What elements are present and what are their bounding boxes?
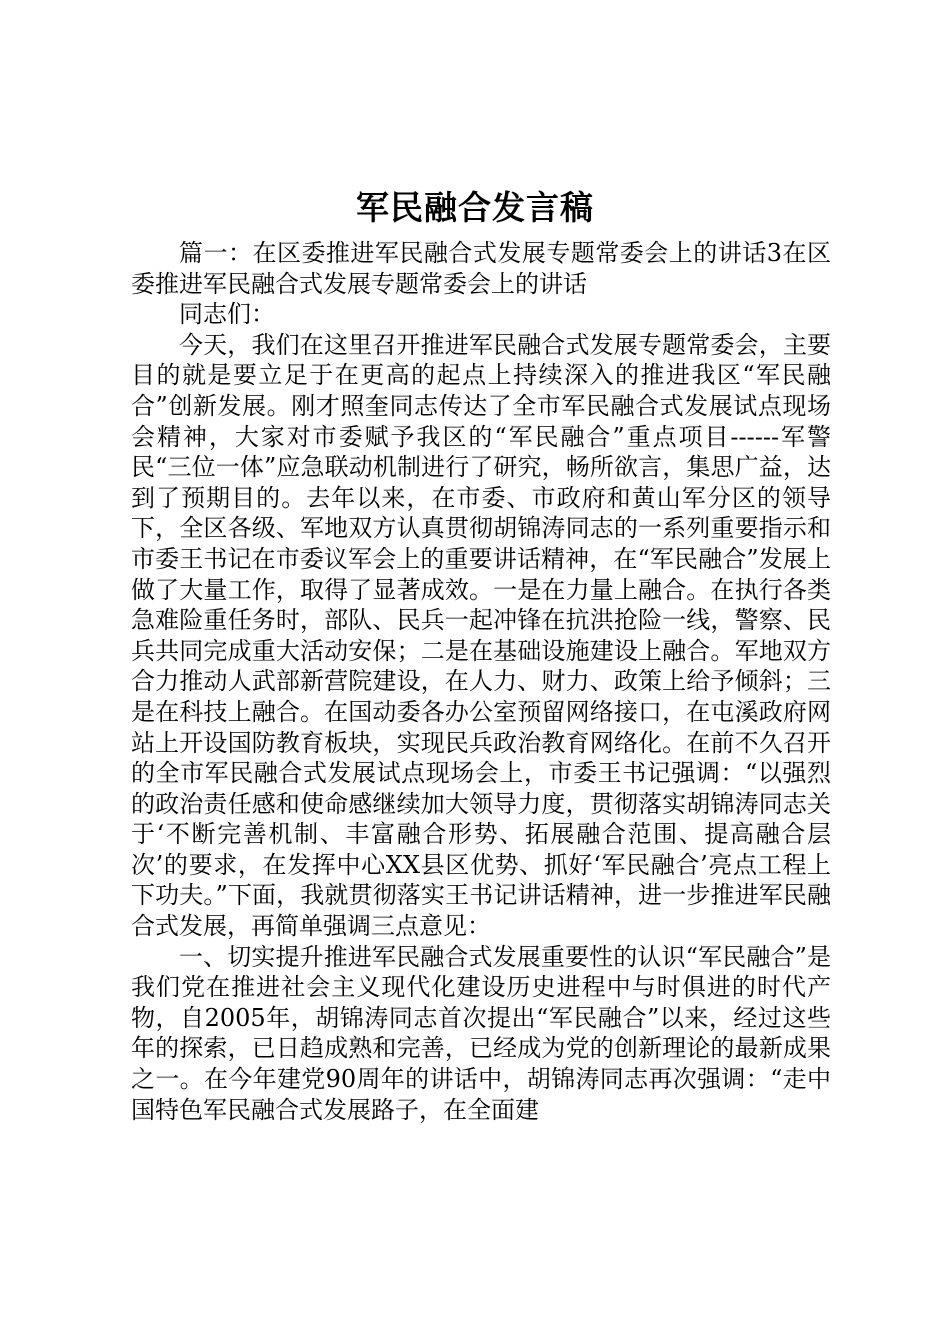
paragraph-salutation: 同志们：	[179, 300, 275, 329]
paragraph-heading: 篇一：在区委推进军民融合式发展专题常委会上的讲话3在区委推进军民融合式发展专题常委会上的讲话	[131, 239, 831, 298]
document-title: 军民融合发言稿	[356, 188, 594, 227]
paragraph-opening: 今天，我们在这里召开推进军民融合式发展专题常委会，主要目的就是要立足于在更高的起点上持续深入的推进我区“军民融合”创新发展。刚才照奎同志传达了全市军民融合式发展试点现场会精神，大家对市委赋予我区的“军民融合”重点项目------军警民“三位一体”应急联动机制进行了研究，畅所欲言，集思广益，达到了预期目的。去年以来，在市委、市政府和黄山军分区的领导下，全区各级、军地双方认真贯彻胡锦涛同志的一系列重要指示和市委王书记在市委议军会上的重要讲话精神，在“军民融合”发展上做了大量工作，取得了显著成效。一是在力量上融合。在执行各类急难险重任务时，部队、民兵一起冲锋在抗洪抢险一线，警察、民兵共同完成重大活动安保；二是在基础设施建设上融合。军地双方合力推动人武部新营院建设，在人力、财力、政策上给予倾斜；三是在科技上融合。在国动委各办公室预留网络接口，在屯溪政府网站上开设国防教育板块，实现民兵政治教育网络化。在前不久召开的全市军民融合式发展试点现场会上，市委王书记强调：“以强烈的政治责任感和使命感继续加大领导力度，贯彻落实胡锦涛同志关于‘不断完善机制、丰富融合形势、拓展融合范围、提高融合层次’的要求，在发挥中心XX县区优势、抓好‘军民融合’亮点工程上下功夫。”下面，我就贯彻落实王书记讲话精神，进一步推进军民融合式发展，再简单强调三点意见：	[131, 330, 831, 941]
paragraph-point-one: 一、切实提升推进军民融合式发展重要性的认识“军民融合”是我们党在推进社会主义现代化建设历史进程中与时俱进的时代产物，自2005年，胡锦涛同志首次提出“军民融合”以来，经过这些年的探索，已日趋成熟和完善，已经成为党的创新理论的最新成果之一。在今年建党90周年的讲话中，胡锦涛同志再次强调：“走中国特色军民融合式发展路子，在全面建	[131, 942, 831, 1124]
document-body	[131, 238, 831, 1125]
